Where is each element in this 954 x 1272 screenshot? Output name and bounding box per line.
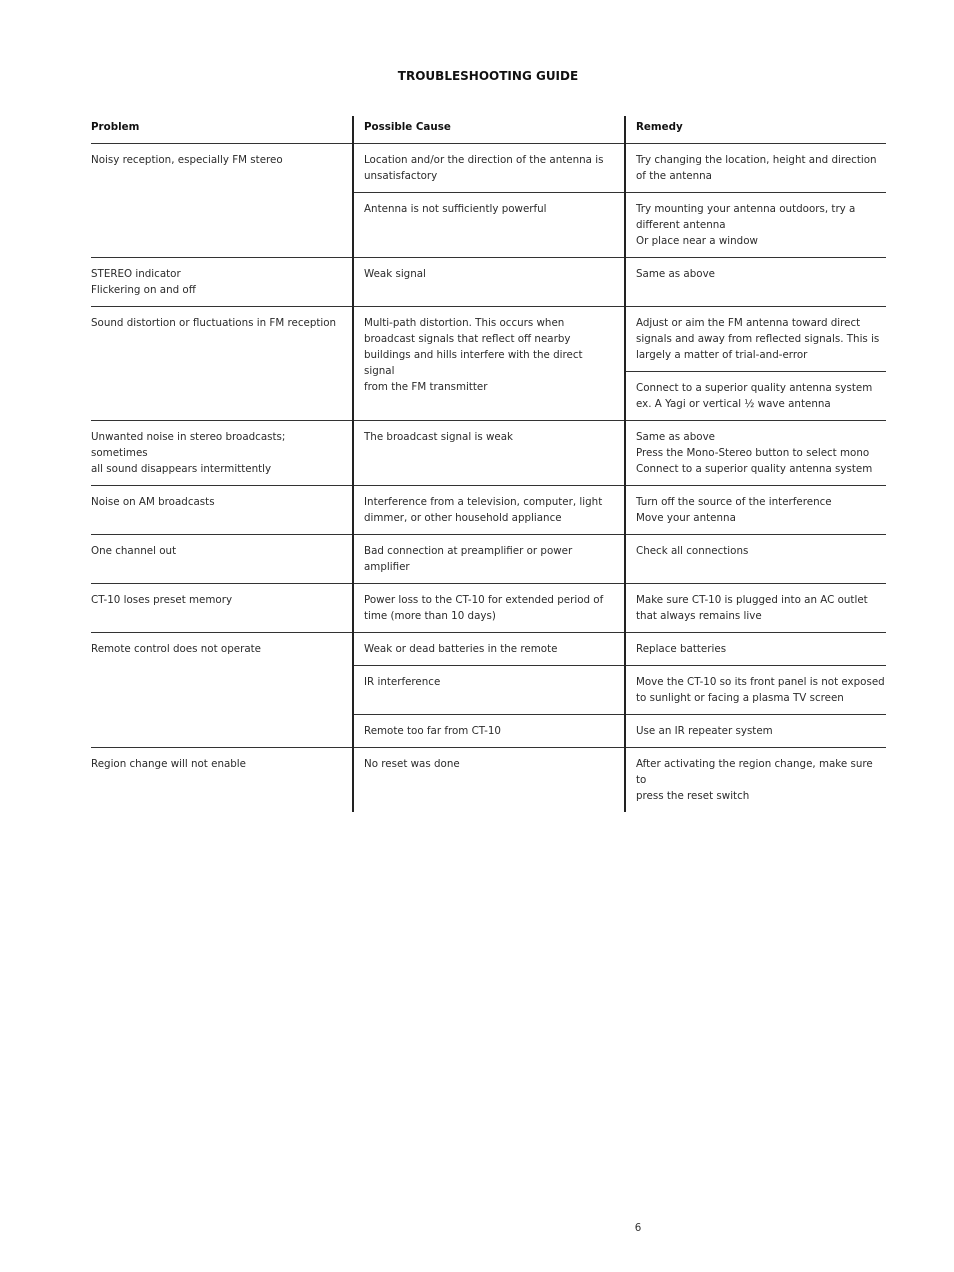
cause-cell-line: Interference from a television, computer, light (364, 496, 603, 508)
table-body (91, 144, 886, 813)
remedy-cell-line: signals and away from reflected signals. This is (636, 333, 880, 345)
problem-cell-line: all sound disappears intermittently (91, 463, 272, 475)
problem-cell (91, 535, 353, 584)
cause-cell-line: time (more than 10 days) (364, 610, 496, 622)
problem-cell-line: Unwanted noise in stereo broadcasts; sometimes (91, 431, 286, 459)
remedy-cell-line: largely a matter of trial-and-error (636, 349, 808, 361)
table-row (91, 748, 886, 813)
remedy-cell-line: Same as above (636, 268, 716, 280)
column-header-remedy: Remedy (625, 116, 886, 144)
remedy-cell-line: of the antenna (636, 170, 712, 182)
cause-cell (353, 193, 625, 258)
remedy-cell (625, 715, 886, 748)
remedy-cell-line: Press the Mono-Stereo button to select mono (636, 447, 870, 459)
remedy-cell (625, 193, 886, 258)
problem-cell (91, 144, 353, 258)
remedy-cell (625, 633, 886, 666)
cause-cell (353, 486, 625, 535)
problem-cell-line: STEREO indicator (91, 268, 181, 280)
cause-cell-line: Remote too far from CT-10 (364, 725, 501, 737)
remedy-cell-line: Move the CT-10 so its front panel is not exposed (636, 676, 885, 688)
remedy-cell (625, 584, 886, 633)
cause-cell (353, 584, 625, 633)
remedy-cell (625, 144, 886, 193)
cause-cell (353, 748, 625, 813)
remedy-cell-line: Connect to a superior quality antenna system (636, 382, 873, 394)
remedy-cell-line: Make sure CT-10 is plugged into an AC outlet (636, 594, 868, 606)
remedy-cell-line: Turn off the source of the interference (636, 496, 832, 508)
cause-cell-line: Multi-path distortion. This occurs when (364, 317, 565, 329)
remedy-cell (625, 666, 886, 715)
remedy-cell-line: Try mounting your antenna outdoors, try a (636, 203, 856, 215)
problem-cell-line: CT-10 loses preset memory (91, 594, 233, 606)
cause-cell-line: No reset was done (364, 758, 460, 770)
problem-cell (91, 258, 353, 307)
remedy-cell (625, 421, 886, 486)
remedy-cell-line: Or place near a window (636, 235, 758, 247)
problem-cell (91, 307, 353, 421)
problem-cell (91, 633, 353, 748)
cause-cell-line: Weak signal (364, 268, 426, 280)
remedy-cell-line: to sunlight or facing a plasma TV screen (636, 692, 844, 704)
cause-cell-line: dimmer, or other household appliance (364, 512, 562, 524)
problem-cell-line: Sound distortion or fluctuations in FM reception (91, 317, 337, 329)
cause-cell (353, 633, 625, 666)
table-row (91, 421, 886, 486)
table-row (91, 535, 886, 584)
table-header-row (91, 116, 886, 144)
remedy-cell-line: Check all connections (636, 545, 749, 557)
remedy-cell-line: ex. A Yagi or vertical ½ wave antenna (636, 398, 831, 410)
cause-cell (353, 307, 625, 421)
cause-cell (353, 715, 625, 748)
problem-cell-line: Flickering on and off (91, 284, 196, 296)
cause-cell (353, 535, 625, 584)
table-row (91, 144, 886, 193)
cause-cell-line: The broadcast signal is weak (364, 431, 514, 443)
cause-cell-line: from the FM transmitter (364, 381, 488, 393)
column-header-problem: Problem (91, 116, 353, 144)
problem-cell-line: Remote control does not operate (91, 643, 261, 655)
problem-cell (91, 584, 353, 633)
problem-cell (91, 748, 353, 813)
remedy-cell-line: that always remains live (636, 610, 762, 622)
remedy-cell-line: After activating the region change, make sure to (636, 758, 873, 786)
table-row (91, 486, 886, 535)
column-header-cause: Possible Cause (353, 116, 625, 144)
remedy-cell-line: Use an IR repeater system (636, 725, 773, 737)
remedy-cell-line: Try changing the location, height and direction (636, 154, 877, 166)
table-row (91, 307, 886, 372)
cause-cell-line: Power loss to the CT-10 for extended period of (364, 594, 604, 606)
problem-cell-line: One channel out (91, 545, 177, 557)
remedy-cell (625, 748, 886, 813)
remedy-cell-line: Same as above (636, 431, 716, 443)
remedy-cell-line: different antenna (636, 219, 726, 231)
remedy-cell (625, 535, 886, 584)
page-number: 6 (634, 1222, 642, 1234)
troubleshooting-table (91, 116, 886, 812)
cause-cell-line: broadcast signals that reflect off nearby (364, 333, 571, 345)
remedy-cell-line: Replace batteries (636, 643, 727, 655)
remedy-cell (625, 307, 886, 372)
cause-cell (353, 421, 625, 486)
cause-cell-line: Location and/or the direction of the antenna is (364, 154, 604, 166)
remedy-cell-line: Adjust or aim the FM antenna toward direct (636, 317, 861, 329)
problem-cell-line: Region change will not enable (91, 758, 247, 770)
cause-cell-line: Bad connection at preamplifier or power (364, 545, 573, 557)
table-row (91, 633, 886, 666)
remedy-cell-line: Connect to a superior quality antenna system (636, 463, 873, 475)
cause-cell-line: Weak or dead batteries in the remote (364, 643, 558, 655)
cause-cell-line: Antenna is not sufficiently powerful (364, 203, 547, 215)
problem-cell-line: Noisy reception, especially FM stereo (91, 154, 283, 166)
cause-cell-line: unsatisfactory (364, 170, 438, 182)
problem-cell-line: Noise on AM broadcasts (91, 496, 215, 508)
remedy-cell-line: Move your antenna (636, 512, 736, 524)
table-row (91, 258, 886, 307)
page-title: TROUBLESHOOTING GUIDE (397, 69, 579, 83)
table-row (91, 584, 886, 633)
problem-cell (91, 486, 353, 535)
remedy-cell (625, 258, 886, 307)
remedy-cell (625, 486, 886, 535)
problem-cell (91, 421, 353, 486)
cause-cell-line: amplifier (364, 561, 410, 573)
cause-cell (353, 258, 625, 307)
remedy-cell-line: press the reset switch (636, 790, 750, 802)
cause-cell-line: buildings and hills interfere with the direct signal (364, 349, 583, 377)
remedy-cell (625, 372, 886, 421)
cause-cell (353, 144, 625, 193)
cause-cell-line: IR interference (364, 676, 441, 688)
cause-cell (353, 666, 625, 715)
